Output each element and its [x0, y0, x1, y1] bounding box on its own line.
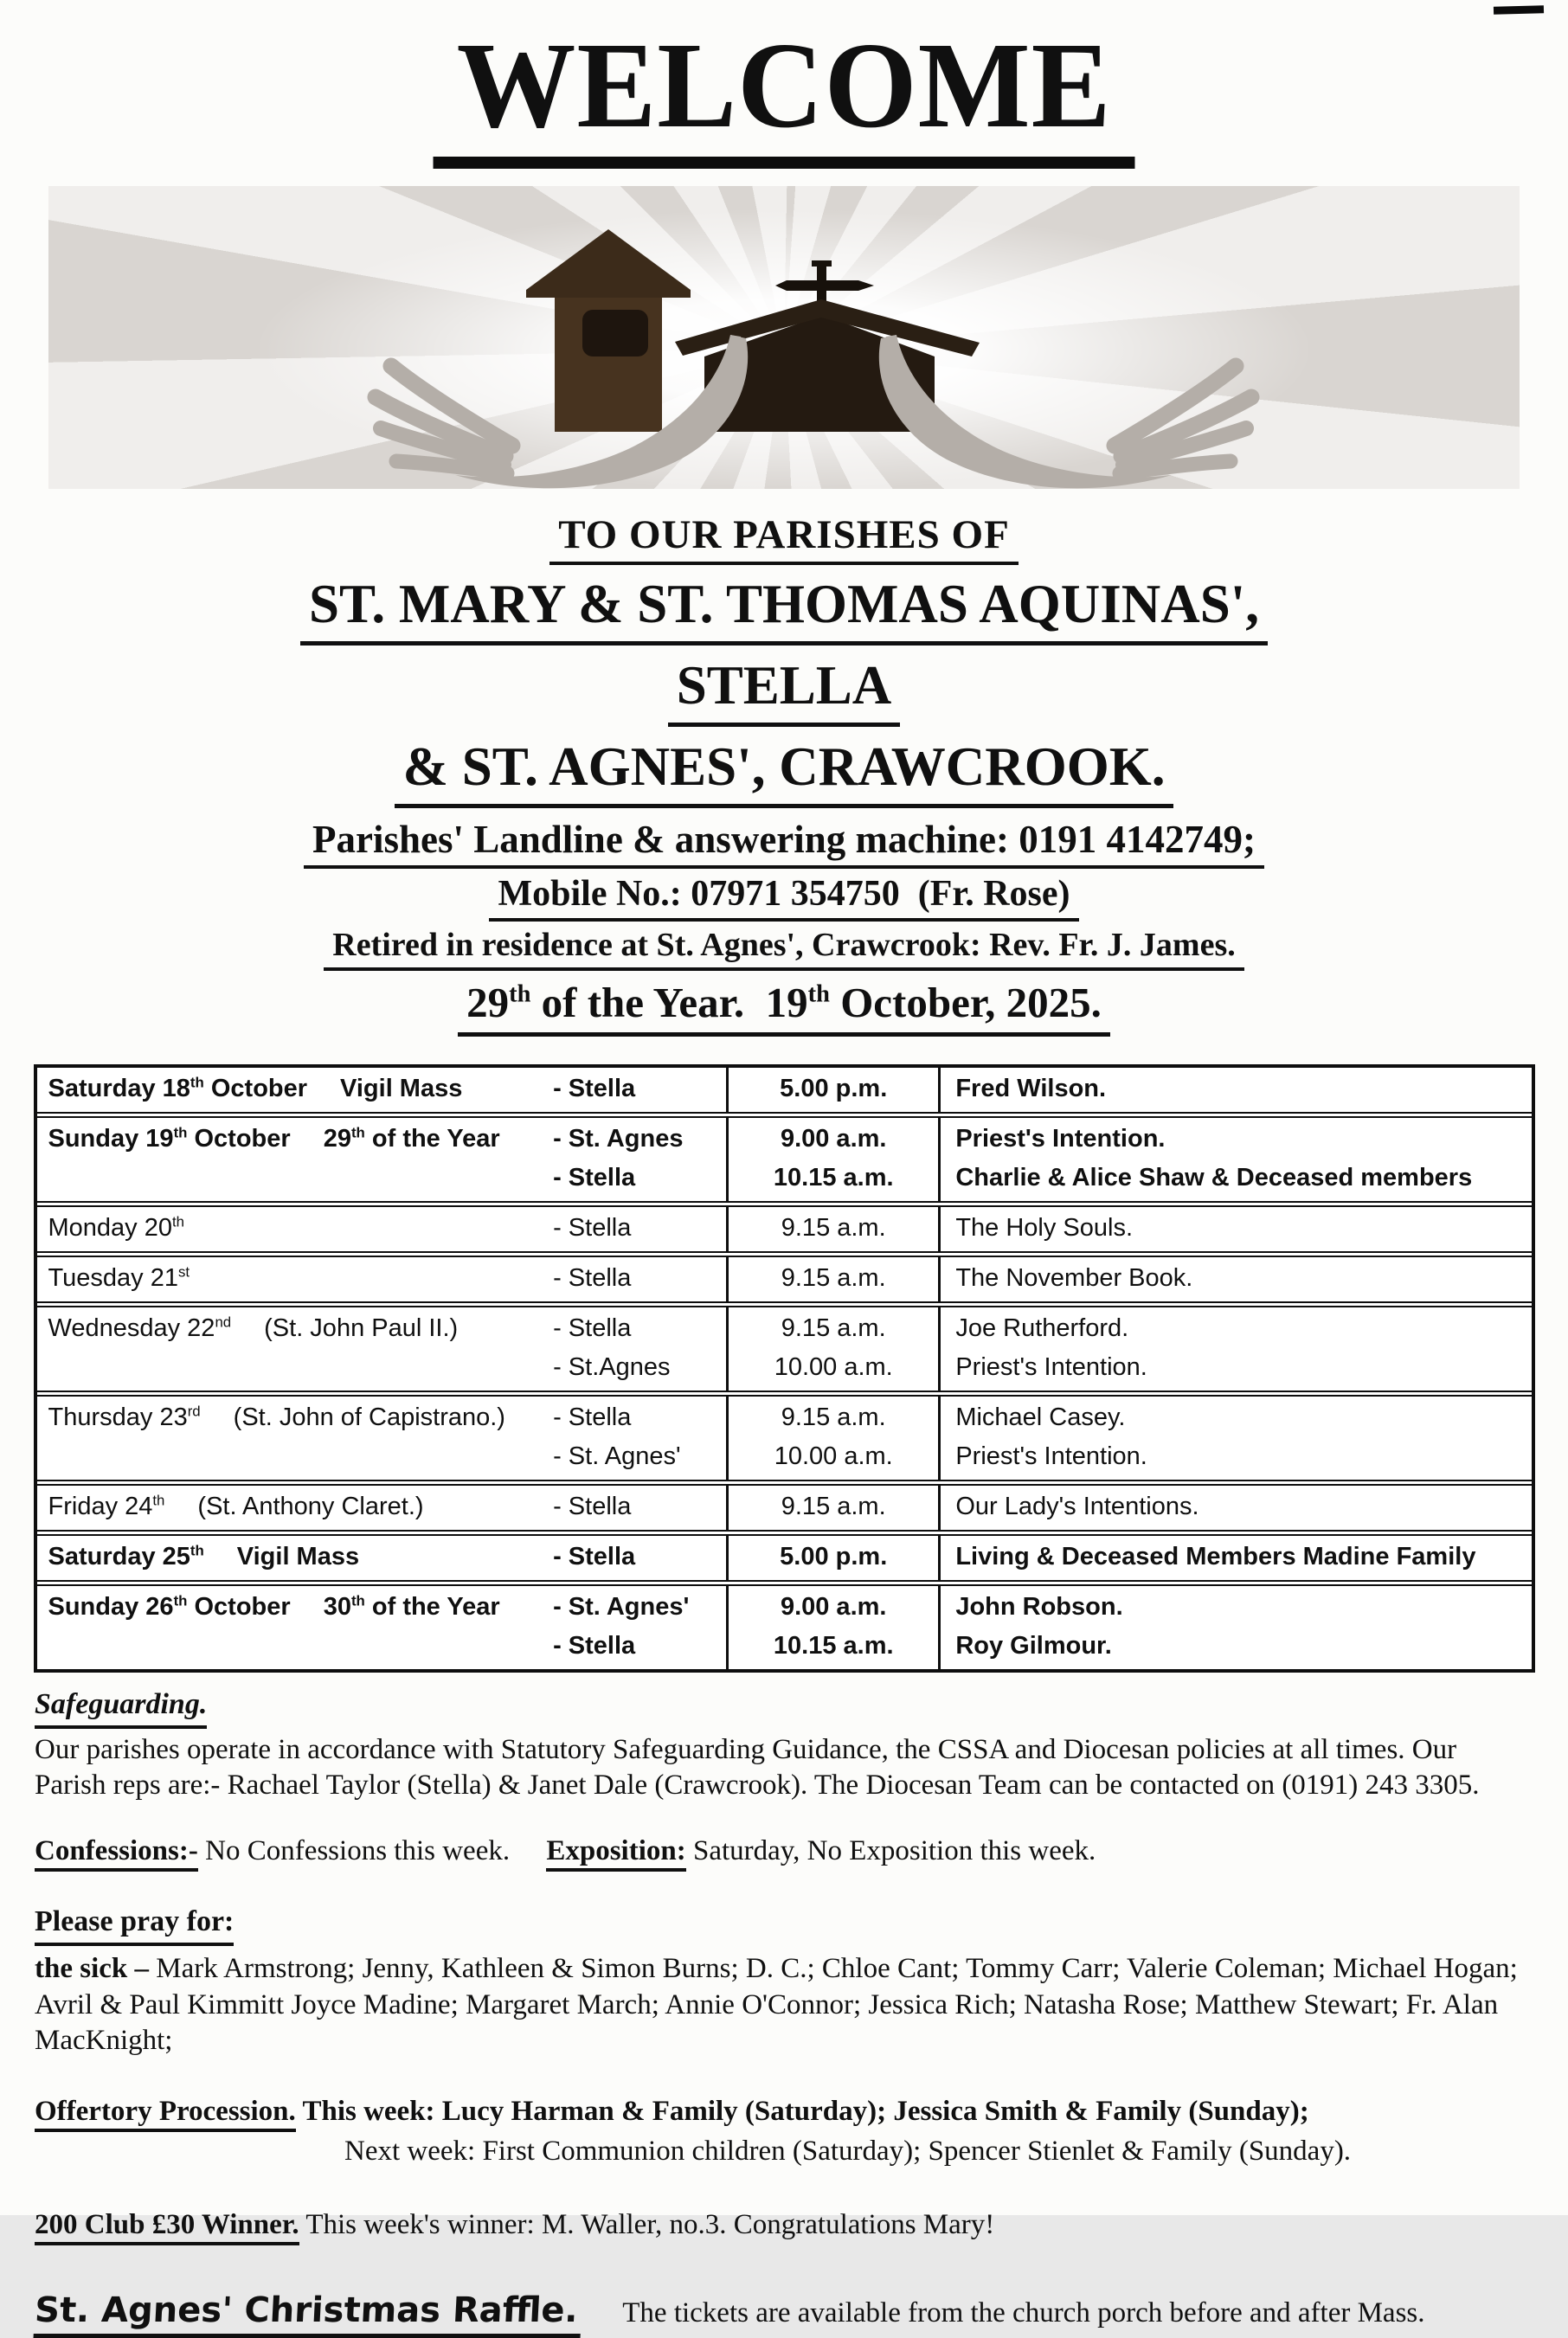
day-text: Monday 20th — [48, 1213, 185, 1242]
raffle-heading: St. Agnes' Christmas Raffle. — [33, 2289, 582, 2338]
day-event — [48, 1593, 500, 1622]
day-location-line — [48, 1069, 720, 1108]
time-text: 9.15 a.m. — [781, 1403, 886, 1431]
day-event — [48, 1214, 185, 1243]
schedule-row — [37, 1580, 1532, 1669]
landline-text: Parishes' Landline & answering machine: 0191 4142749; — [304, 817, 1264, 869]
banner-image — [48, 186, 1520, 489]
intention-text: The November Book. — [955, 1263, 1193, 1292]
offertory-this-week: This week: Lucy Harman & Family (Saturday); Jessica Smith & Family (Sunday); — [302, 2095, 1309, 2127]
day-text: Tuesday 21st — [48, 1263, 190, 1292]
parish-name-2: STELLA — [668, 654, 901, 727]
time-cell — [729, 1586, 941, 1669]
day-event — [48, 1493, 424, 1521]
mobile-text: Mobile No.: 07971 354750 (Fr. Rose) — [489, 873, 1078, 922]
location-text: - St. Agnes' — [553, 1592, 690, 1621]
day-location-line — [48, 1120, 720, 1159]
confessions-heading: Confessions:- — [35, 1835, 198, 1872]
time-cell — [729, 1307, 941, 1391]
location-text: - Stella — [553, 1074, 636, 1102]
time-text: 9.15 a.m. — [781, 1213, 886, 1242]
day-event — [48, 1264, 190, 1293]
day-location-line — [48, 1348, 720, 1387]
day-location-cell — [37, 1257, 729, 1301]
intention-cell — [941, 1307, 1531, 1391]
schedule-row — [37, 1112, 1532, 1201]
day-location-cell — [37, 1207, 729, 1251]
time-text: 10.15 a.m. — [773, 1163, 894, 1191]
time-text: 10.00 a.m. — [774, 1352, 893, 1381]
time-cell — [729, 1397, 941, 1480]
intention-cell — [941, 1207, 1531, 1251]
confessions-section — [35, 1834, 1533, 1870]
event-text: Vigil Mass — [340, 1074, 463, 1102]
retired-row — [0, 926, 1568, 971]
day-location-line — [48, 1487, 720, 1526]
offertory-next-week: Next week: First Communion children (Saturday); Spencer Stienlet & Family (Sunday). — [344, 2135, 1352, 2167]
day-location-line — [48, 1209, 720, 1248]
time-text: 10.15 a.m. — [773, 1631, 894, 1660]
offertory-line-this-week — [35, 2094, 1533, 2130]
subtitle-row — [0, 511, 1568, 565]
day-text: Sunday 19th October — [48, 1124, 291, 1153]
day-location-cell — [37, 1397, 729, 1480]
day-text: Thursday 23rd — [48, 1403, 201, 1431]
time-text: 5.00 p.m. — [780, 1542, 888, 1570]
club-text: This week's winner: M. Waller, no.3. Congratulations Mary! — [305, 2209, 995, 2241]
week-date-row — [0, 978, 1568, 1037]
day-text: Wednesday 22nd — [48, 1314, 232, 1342]
day-text: Saturday 25th — [48, 1542, 204, 1570]
time-text: 9.15 a.m. — [781, 1263, 886, 1292]
intention-text: Fred Wilson. — [955, 1074, 1107, 1102]
schedule-row — [37, 1251, 1532, 1301]
intention-text: Living & Deceased Members Madine Family — [955, 1542, 1476, 1570]
exposition-heading: Exposition: — [546, 1835, 685, 1872]
time-text: 10.00 a.m. — [774, 1442, 893, 1470]
time-text: 9.15 a.m. — [781, 1314, 886, 1342]
location-text: - Stella — [553, 1403, 632, 1431]
pray-heading: Please pray for: — [35, 1904, 234, 1946]
time-text: 9.15 a.m. — [781, 1492, 886, 1520]
scan-artifact-mark — [1494, 5, 1544, 15]
sick-names: Mark Armstrong; Jenny, Kathleen & Simon Burns; D. C.; Chloe Cant; Tommy Carr; Valerie Coleman; Michael Hogan; Avril & Paul Kimmitt Joyce Madine; Margaret March; Annie O'Connor; Jessica Rich; Natasha Rose; Matthew Stewart; Fr. Alan MacKnight; — [35, 1953, 1518, 2057]
location-text: - St.Agnes — [553, 1352, 671, 1381]
intention-text: Priest's Intention. — [955, 1124, 1166, 1153]
event-text: (St. John Paul II.) — [264, 1314, 459, 1342]
day-location-cell — [37, 1536, 729, 1580]
parish-name-3: & ST. AGNES', CRAWCROOK. — [395, 735, 1174, 808]
time-text: 9.00 a.m. — [780, 1124, 887, 1153]
location-text: - St. Agnes — [553, 1124, 684, 1153]
day-event — [48, 1075, 463, 1103]
intention-cell — [941, 1257, 1531, 1301]
schedule-row — [37, 1391, 1532, 1480]
location-text: - St. Agnes' — [553, 1442, 681, 1470]
intention-text: Charlie & Alice Shaw & Deceased members — [955, 1163, 1473, 1191]
time-cell — [729, 1536, 941, 1580]
pray-section — [35, 1904, 1533, 2059]
schedule-row — [37, 1301, 1532, 1391]
day-event — [48, 1403, 505, 1432]
intention-cell — [941, 1486, 1531, 1530]
club-section — [35, 2207, 1533, 2244]
intention-cell — [941, 1397, 1531, 1480]
location-text: - Stella — [553, 1492, 632, 1520]
intention-text: Priest's Intention. — [955, 1352, 1147, 1381]
event-text: (St. John of Capistrano.) — [233, 1403, 505, 1431]
confessions-text: No Confessions this week. — [205, 1834, 511, 1866]
time-cell — [729, 1486, 941, 1530]
time-text: 9.00 a.m. — [780, 1592, 887, 1621]
mass-schedule-table — [34, 1064, 1535, 1673]
safeguarding-heading: Safeguarding. — [35, 1686, 207, 1729]
day-location-line — [48, 1259, 720, 1298]
day-text: Friday 24th — [48, 1492, 165, 1520]
bell-tower-icon — [526, 229, 691, 432]
location-text: - Stella — [553, 1542, 636, 1570]
day-location-line — [48, 1588, 720, 1627]
day-event — [48, 1314, 459, 1343]
intention-text: John Robson. — [955, 1592, 1123, 1621]
day-location-cell — [37, 1068, 729, 1112]
welcome-header — [0, 0, 1568, 169]
intention-cell — [941, 1068, 1531, 1112]
safeguarding-section — [35, 1686, 1533, 1804]
intention-cell — [941, 1586, 1531, 1669]
event-text: (St. Anthony Claret.) — [197, 1492, 424, 1520]
club-heading: 200 Club £30 Winner. — [35, 2209, 299, 2245]
intention-text: Joe Rutherford. — [955, 1314, 1129, 1342]
raffle-section — [35, 2289, 1533, 2338]
week-date-text: 29th of the Year. 19th October, 2025. — [458, 978, 1110, 1037]
time-cell — [729, 1118, 941, 1201]
day-location-cell — [37, 1307, 729, 1391]
offertory-section — [35, 2094, 1533, 2169]
sick-label: the sick – — [35, 1953, 149, 1985]
location-text: - Stella — [553, 1314, 632, 1342]
welcome-title: WELCOME — [433, 22, 1134, 169]
day-location-line — [48, 1398, 720, 1437]
event-text: 29th of the Year — [323, 1124, 500, 1153]
day-location-line — [48, 1159, 720, 1198]
body-sections — [0, 1686, 1568, 2338]
day-location-line — [48, 1627, 720, 1666]
schedule-row — [37, 1201, 1532, 1251]
safeguarding-body: Our parishes operate in accordance with Statutory Safeguarding Guidance, the CSSA and Diocesan policies at all times. Our Parish reps are:- Rachael Taylor (Stella) & Janet Dale (Crawcrook). The Diocesan Team can be contacted on (0191) 243 3305. — [35, 1733, 1480, 1802]
day-location-line — [48, 1538, 720, 1577]
parish-name-1: ST. MARY & ST. THOMAS AQUINAS', — [300, 573, 1268, 646]
exposition-text: Saturday, No Exposition this week. — [692, 1834, 1096, 1866]
intention-text: The Holy Souls. — [955, 1213, 1134, 1242]
schedule-row — [37, 1530, 1532, 1580]
time-text: 5.00 p.m. — [780, 1074, 888, 1102]
landline-row — [0, 817, 1568, 869]
intention-cell — [941, 1536, 1531, 1580]
location-text: - Stella — [553, 1213, 632, 1242]
mobile-row — [0, 873, 1568, 922]
location-text: - Stella — [553, 1631, 636, 1660]
time-cell — [729, 1068, 941, 1112]
day-event — [48, 1125, 500, 1153]
church-in-hands-icon — [48, 186, 1520, 489]
day-location-cell — [37, 1486, 729, 1530]
day-text: Sunday 26th October — [48, 1592, 291, 1621]
day-event — [48, 1543, 360, 1571]
intention-cell — [941, 1118, 1531, 1201]
parish-line-3 — [0, 735, 1568, 808]
day-location-line — [48, 1437, 720, 1476]
day-location-line — [48, 1309, 720, 1348]
retired-text: Retired in residence at St. Agnes', Crawcrook: Rev. Fr. J. James. — [324, 926, 1243, 971]
location-text: - Stella — [553, 1263, 632, 1292]
location-text: - Stella — [553, 1163, 636, 1191]
day-location-cell — [37, 1118, 729, 1201]
time-cell — [729, 1207, 941, 1251]
raffle-text: The tickets are available from the church porch before and after Mass. — [622, 2296, 1425, 2328]
offertory-heading: Offertory Procession. — [35, 2096, 296, 2132]
intention-text: Priest's Intention. — [955, 1442, 1147, 1470]
parish-line-2 — [0, 654, 1568, 727]
parish-line-1 — [0, 573, 1568, 646]
day-text: Saturday 18th October — [48, 1074, 308, 1102]
event-text: 30th of the Year — [323, 1592, 500, 1621]
time-cell — [729, 1257, 941, 1301]
event-text: Vigil Mass — [236, 1542, 360, 1570]
subtitle: TO OUR PARISHES OF — [549, 511, 1019, 565]
sick-list — [35, 1951, 1533, 2059]
intention-text: Roy Gilmour. — [955, 1631, 1112, 1660]
schedule-row — [37, 1068, 1532, 1112]
intention-text: Michael Casey. — [955, 1403, 1126, 1431]
day-location-cell — [37, 1586, 729, 1669]
intention-text: Our Lady's Intentions. — [955, 1492, 1199, 1520]
schedule-row — [37, 1480, 1532, 1530]
